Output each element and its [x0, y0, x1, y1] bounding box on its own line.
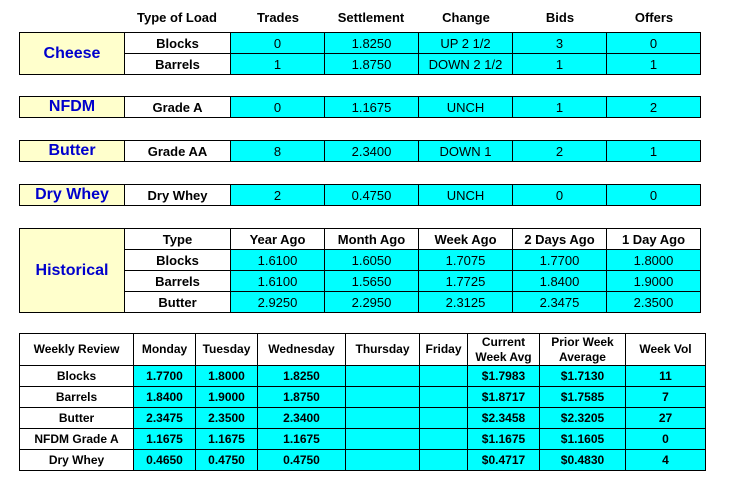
table-cell: $1.7130 — [540, 366, 626, 387]
cell-trades: 0 — [231, 97, 325, 118]
table-cell: 27 — [626, 408, 706, 429]
table-cell: 1.9000 — [607, 271, 701, 292]
cell-type: Barrels — [125, 54, 231, 75]
cell-offers: 0 — [607, 33, 701, 54]
table-cell: 1.1675 — [258, 429, 346, 450]
cell-change: DOWN 1 — [419, 141, 513, 162]
table-row — [20, 366, 706, 387]
cell-type: Butter — [125, 292, 231, 313]
row-label: NFDM Grade A — [20, 429, 134, 450]
cell-type: Blocks — [125, 33, 231, 54]
column-header: Monday — [134, 334, 196, 366]
table-cell: 1.7725 — [419, 271, 513, 292]
table-cell: 2.3500 — [607, 292, 701, 313]
table-cell: 1.7700 — [513, 250, 607, 271]
table-row — [20, 141, 701, 162]
cell-trades: 1 — [231, 54, 325, 75]
table-cell: $0.4830 — [540, 450, 626, 471]
table-row — [20, 334, 706, 366]
column-header: 1 Day Ago — [607, 229, 701, 250]
nfdm-label: NFDM — [20, 97, 125, 118]
table-cell: 1.1675 — [134, 429, 196, 450]
column-header: Friday — [420, 334, 468, 366]
cell-settlement: 2.3400 — [325, 141, 419, 162]
table-cell: $2.3205 — [540, 408, 626, 429]
column-header: Week Ago — [419, 229, 513, 250]
table-cell: 1.8400 — [513, 271, 607, 292]
table-cell: $1.8717 — [468, 387, 540, 408]
cell-type: Grade A — [125, 97, 231, 118]
table-cell: 1.7700 — [134, 366, 196, 387]
table-cell: 2.3125 — [419, 292, 513, 313]
table-cell: 0.4750 — [258, 450, 346, 471]
column-header: Year Ago — [231, 229, 325, 250]
column-header: Month Ago — [325, 229, 419, 250]
cell-offers: 1 — [607, 54, 701, 75]
table-cell: 2.9250 — [231, 292, 325, 313]
table-cell: $1.1605 — [540, 429, 626, 450]
cell-settlement: 1.1675 — [325, 97, 419, 118]
cell-change: UNCH — [419, 185, 513, 206]
cell-bids: 1 — [513, 54, 607, 75]
header-bids: Bids — [545, 10, 575, 25]
table-cell: $1.7983 — [468, 366, 540, 387]
header-type-of-load: Type of Load — [137, 10, 217, 25]
table-row — [20, 229, 701, 250]
row-label: Butter — [20, 408, 134, 429]
column-header: Week Vol — [626, 334, 706, 366]
cell-type: Barrels — [125, 271, 231, 292]
cell-offers: 2 — [607, 97, 701, 118]
row-label: Blocks — [20, 366, 134, 387]
table-cell — [346, 387, 420, 408]
cell-trades: 8 — [231, 141, 325, 162]
cell-offers: 1 — [607, 141, 701, 162]
table-cell: 1.8400 — [134, 387, 196, 408]
cell-type: Grade AA — [125, 141, 231, 162]
table-cell: 2.3475 — [513, 292, 607, 313]
table-cell: 11 — [626, 366, 706, 387]
table-cell: 1.8000 — [196, 366, 258, 387]
table-cell: 1.6100 — [231, 271, 325, 292]
table-cell — [346, 450, 420, 471]
header-change: Change — [442, 10, 490, 25]
column-header: Current Week Avg — [468, 334, 540, 366]
table-cell: 1.6100 — [231, 250, 325, 271]
cell-type: Dry Whey — [125, 185, 231, 206]
table-cell: $0.4717 — [468, 450, 540, 471]
table-cell: 0.4750 — [196, 450, 258, 471]
cell-bids: 3 — [513, 33, 607, 54]
table-cell: 2.2950 — [325, 292, 419, 313]
butter-label: Butter — [20, 141, 125, 162]
table-cell: 7 — [626, 387, 706, 408]
column-header: 2 Days Ago — [513, 229, 607, 250]
row-label: Barrels — [20, 387, 134, 408]
table-cell — [420, 429, 468, 450]
table-cell: $1.7585 — [540, 387, 626, 408]
table-cell: 1.8000 — [607, 250, 701, 271]
table-cell: 1.6050 — [325, 250, 419, 271]
cell-settlement: 1.8250 — [325, 33, 419, 54]
cell-change: DOWN 2 1/2 — [419, 54, 513, 75]
header-offers: Offers — [634, 10, 674, 25]
column-header: Weekly Review — [20, 334, 134, 366]
cell-bids: 2 — [513, 141, 607, 162]
table-row — [20, 97, 701, 118]
table-row — [20, 408, 706, 429]
table-cell: 1.1675 — [196, 429, 258, 450]
column-header: Wednesday — [258, 334, 346, 366]
cell-bids: 1 — [513, 97, 607, 118]
historical-table — [19, 228, 701, 313]
table-cell: 0 — [626, 429, 706, 450]
historical-label: Historical — [20, 229, 125, 313]
header-trades: Trades — [257, 10, 299, 25]
table-cell: 4 — [626, 450, 706, 471]
table-cell: $1.1675 — [468, 429, 540, 450]
cheese-label: Cheese — [20, 33, 125, 75]
table-cell — [420, 387, 468, 408]
cell-change: UNCH — [419, 97, 513, 118]
table-cell: 2.3475 — [134, 408, 196, 429]
table-cell — [346, 429, 420, 450]
table-cell: 1.7075 — [419, 250, 513, 271]
column-header: Type — [125, 229, 231, 250]
nfdm-table — [19, 96, 701, 118]
header-settlement: Settlement — [337, 10, 405, 25]
cell-type: Blocks — [125, 250, 231, 271]
cell-bids: 0 — [513, 185, 607, 206]
table-cell: 1.8750 — [258, 387, 346, 408]
weekly-review-table — [19, 333, 706, 471]
cell-settlement: 0.4750 — [325, 185, 419, 206]
cell-trades: 2 — [231, 185, 325, 206]
table-cell — [420, 366, 468, 387]
table-cell: 0.4650 — [134, 450, 196, 471]
table-row — [20, 450, 706, 471]
table-cell — [420, 450, 468, 471]
table-cell — [346, 408, 420, 429]
table-row — [20, 429, 706, 450]
cell-settlement: 1.8750 — [325, 54, 419, 75]
table-cell: 1.9000 — [196, 387, 258, 408]
table-cell — [346, 366, 420, 387]
table-cell: 2.3500 — [196, 408, 258, 429]
table-cell: 2.3400 — [258, 408, 346, 429]
drywhey-table — [19, 184, 701, 206]
cheese-table — [19, 32, 701, 75]
table-cell: 1.8250 — [258, 366, 346, 387]
table-row — [20, 33, 701, 54]
table-row — [20, 185, 701, 206]
cell-change: UP 2 1/2 — [419, 33, 513, 54]
butter-table — [19, 140, 701, 162]
row-label: Dry Whey — [20, 450, 134, 471]
table-row — [20, 387, 706, 408]
cell-offers: 0 — [607, 185, 701, 206]
column-header: Tuesday — [196, 334, 258, 366]
drywhey-label: Dry Whey — [20, 185, 125, 206]
column-header: Prior Week Average — [540, 334, 626, 366]
cell-trades: 0 — [231, 33, 325, 54]
table-cell — [420, 408, 468, 429]
table-cell: $2.3458 — [468, 408, 540, 429]
table-cell: 1.5650 — [325, 271, 419, 292]
column-header: Thursday — [346, 334, 420, 366]
